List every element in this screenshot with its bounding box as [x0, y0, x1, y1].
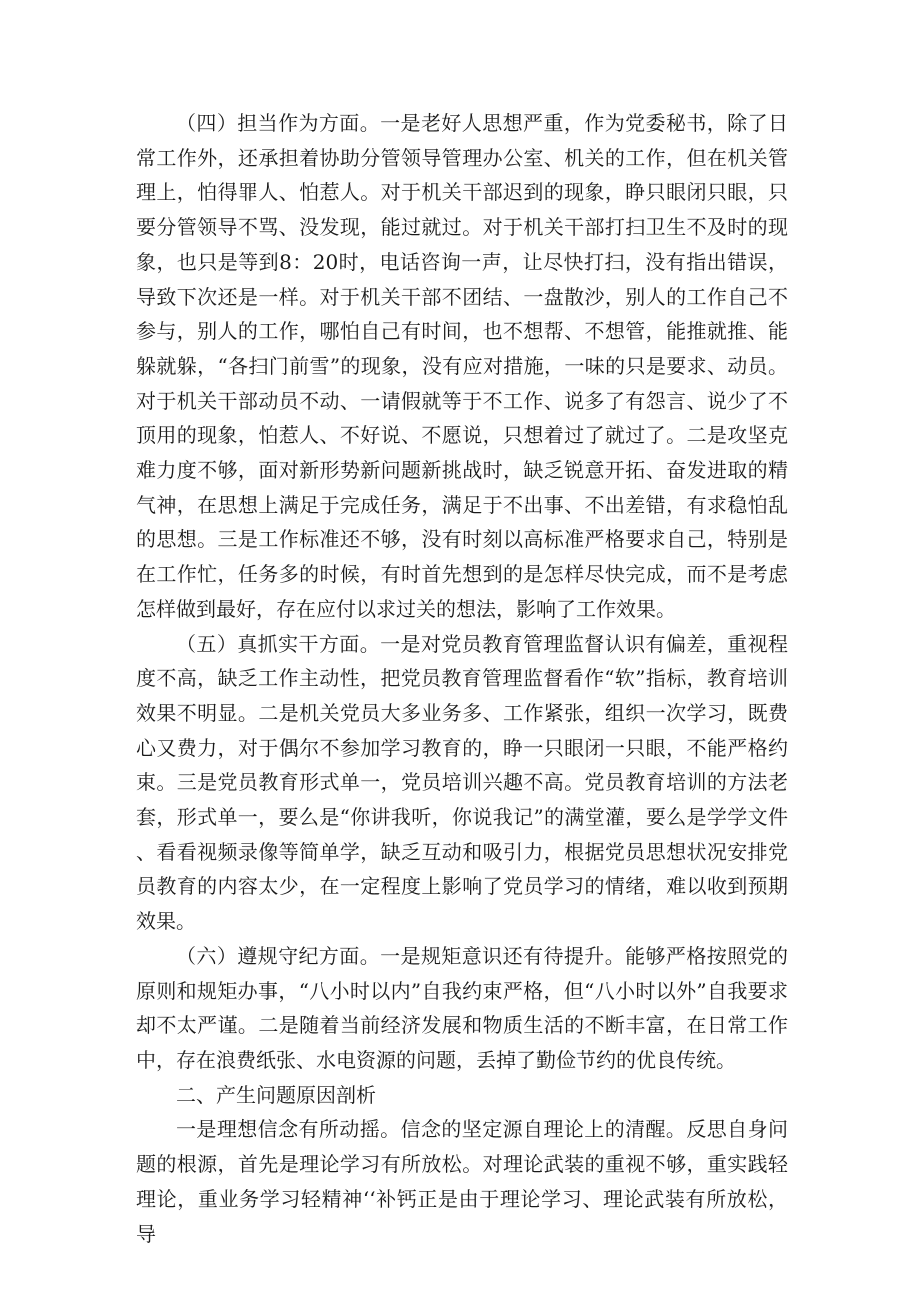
- paragraph-cause-1: 一是理想信念有所动摇。信念的坚定源自理论上的清醒。反思自身问题的根源，首先是理论学习有所放松。对理论武装的重视不够，重实践轻理论，重业务学习轻精神‘‘补钙正是由于理论学习、理论武装有所放松，导: [136, 1117, 788, 1246]
- paragraph-section-5: （五）真抓实干方面。一是对党员教育管理监督认识有偏差，重视程度不高，缺乏工作主动性，把党员教育管理监督看作“软”指标，教育培训效果不明显。二是机关党员大多业务多、工作紧张，组织一次学习，既费心又费力，对于偶尔不参加学习教育的，睁一只眼闭一只眼，不能严格约束。三是党员教育形式单一，党员培训兴趣不高。党员教育培训的方法老套，形式单一，要么是“你讲我听，你说我记”的满堂灌，要么是学学文件、看看视频录像等简单学，缺乏互动和吸引力，根据党员思想状况安排党员教育的内容太少，在一定程度上影响了党员学习的情绪，难以收到预期效果。: [136, 631, 788, 934]
- document-body: [136, 106, 788, 1251]
- section-heading: 二、产生问题原因剖析: [176, 1082, 376, 1107]
- paragraph-section-6: （六）遵规守纪方面。一是规矩意识还有待提升。能够严格按照党的原则和规矩办事，“八小时以内”自我约束严格，但“八小时以外”自我要求却不太严谨。二是随着当前经济发展和物质生活的不断丰富，在日常工作中，存在浪费纸张、水电资源的问题，丢掉了勤俭节约的优良传统。: [136, 943, 788, 1072]
- paragraph-section-4: （四）担当作为方面。一是老好人思想严重，作为党委秘书，除了日常工作外，还承担着协助分管领导管理办公室、机关的工作，但在机关管理上，怕得罪人、怕惹人。对于机关干部迟到的现象，睁只眼闭只眼，只要分管领导不骂、没发现，能过就过。对于机关干部打扫卫生不及时的现象，也只是等到8：20时，电话咨询一声，让尽快打扫，没有指出错误，导致下次还是一样。对于机关干部不团结、一盘散沙，别人的工作自己不参与，别人的工作，哪怕自己有时间，也不想帮、不想管，能推就推、能躲就躲，“各扫门前雪”的现象，没有应对措施，一味的只是要求、动员。对于机关干部动员不动、一请假就等于不工作、说多了有怨言、说少了不顶用的现象，怕惹人、不好说、不愿说，只想着过了就过了。二是攻坚克难力度不够，面对新形势新问题新挑战时，缺乏锐意开拓、奋发进取的精气神，在思想上满足于完成任务，满足于不出事、不出差错，有求稳怕乱的思想。三是工作标准还不够，没有时刻以高标准严格要求自己，特别是在工作忙，任务多的时候，有时首先想到的是怎样尽快完成，而不是考虑怎样做到最好，存在应付以求过关的想法，影响了工作效果。: [136, 111, 788, 621]
